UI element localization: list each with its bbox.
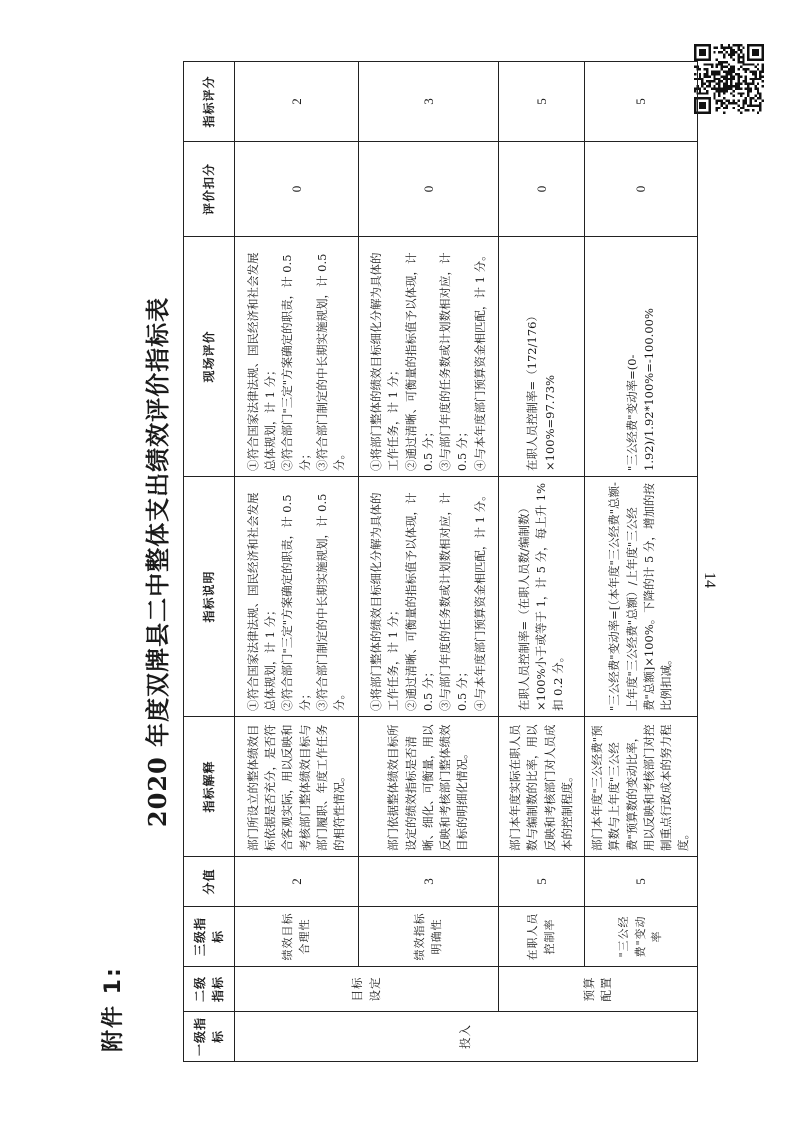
level3-cell: 在职人员控制率 xyxy=(499,907,585,967)
col-header-level3: 三级指标 xyxy=(184,907,235,967)
col-header-level1: 一级指标 xyxy=(184,1012,235,1062)
level2-cell: 目标设定 xyxy=(235,967,499,1012)
explanation-cell: 部门本年度实际在职人员数与编制数的比率，用以反映和考核部门对人员成本的控制程度。 xyxy=(499,717,585,857)
explanation-cell: 部门依据整体绩效目标所设定的绩效指标是否清晰、细化、可衡量，用以反映和考核部门整体绩效目标的明细化情况。 xyxy=(359,717,499,857)
col-header-explanation: 指标解释 xyxy=(184,717,235,857)
rotated-sheet xyxy=(88,62,768,1062)
explanation-cell: 部门所设立的整体绩效目标依据是否充分，是否符合客观实际，用以反映和考核部门整体绩效目标与部门履职、年度工作任务的相符性情况。 xyxy=(235,717,359,857)
evaluation-cell: ①符合国家法律法规、国民经济和社会发展总体规划，计 1 分； ②符合部门"三定"方案确定的职责，计 0.5 分； ③符合部门制定的中长期实施规划，计 0.5 分。 xyxy=(235,237,359,477)
table-row xyxy=(499,62,585,1062)
level2-cell: 预算配置 xyxy=(499,967,698,1012)
page-title: 2020 年度双牌县二中整体支出绩效评价指标表 xyxy=(143,296,172,828)
header-row xyxy=(184,62,235,1062)
table-row xyxy=(585,62,698,1062)
col-header-score: 分值 xyxy=(184,857,235,907)
description-cell: ①符合国家法律法规、国民经济和社会发展总体规划，计 1 分； ②符合部门"三定"方案确定的职责，计 0.5 分； ③符合部门制定的中长期实施规划，计 0.5 分。 xyxy=(235,477,359,717)
final-score-cell: 5 xyxy=(585,62,698,142)
score-cell: 3 xyxy=(359,857,499,907)
score-cell: 2 xyxy=(235,857,359,907)
level3-cell: "三公经费"变动率 xyxy=(585,907,698,967)
score-cell: 5 xyxy=(499,857,585,907)
table-row xyxy=(359,62,499,1062)
col-header-deduction: 评价扣分 xyxy=(184,142,235,237)
description-cell: 在职人员控制率=（在职人员数/编制数）×100%小于或等于 1，计 5 分，每上升 1%扣 0.2 分。 xyxy=(499,477,585,717)
evaluation-cell: ①将部门整体的绩效目标细化分解为具体的工作任务，计 1 分； ②通过清晰、可衡量的指标值予以体现，计 0.5 分； ③与部门年度的任务数或计划数相对应，计 0.5 分； ④与本年度部门预算资金相匹配，计 1 分。 xyxy=(359,237,499,477)
deduction-cell: 0 xyxy=(235,142,359,237)
description-cell: "三公经费"变动率=[（本年度"三公经费"总额-上年度"三公经费"总额）/上年度"三公经费"总额]×100%。下降的计 5 分，增加的按比例扣减。 xyxy=(585,477,698,717)
description-cell: ①将部门整体的绩效目标细化分解为具体的工作任务，计 1 分； ②通过清晰、可衡量的指标值予以体现，计 0.5 分； ③与部门年度的任务数或计划数相对应，计 0.5 分； ④与本年度部门预算资金相匹配，计 1 分。 xyxy=(359,477,499,717)
col-header-evaluation: 现场评价 xyxy=(184,237,235,477)
level1-cell: 投入 xyxy=(235,1012,698,1062)
col-header-final-score: 指标评分 xyxy=(184,62,235,142)
deduction-cell: 0 xyxy=(499,142,585,237)
table-row xyxy=(235,62,359,1062)
final-score-cell: 5 xyxy=(499,62,585,142)
col-header-description: 指标说明 xyxy=(184,477,235,717)
explanation-cell: 部门本年度"三公经费"预算数与上年度"三公经费"预算数的变动比率，用以反映和考核部门对控制重点行政成本的努力程度。 xyxy=(585,717,698,857)
evaluation-table xyxy=(183,61,698,1062)
deduction-cell: 0 xyxy=(359,142,499,237)
col-header-level2: 二级指标 xyxy=(184,967,235,1012)
final-score-cell: 2 xyxy=(235,62,359,142)
evaluation-cell: 在职人员控制率=（172/176）×100%=97.73% xyxy=(499,237,585,477)
attachment-label: 附件 1: xyxy=(101,966,126,1052)
final-score-cell: 3 xyxy=(359,62,499,142)
evaluation-cell: "三公经费"变动率=(0-1.92)/1.92*100%=-100.00% xyxy=(585,237,698,477)
score-cell: 5 xyxy=(585,857,698,907)
level3-cell: 绩效目标合理性 xyxy=(235,907,359,967)
page-number: 14 xyxy=(701,572,718,588)
level3-cell: 绩效指标明确性 xyxy=(359,907,499,967)
deduction-cell: 0 xyxy=(585,142,698,237)
